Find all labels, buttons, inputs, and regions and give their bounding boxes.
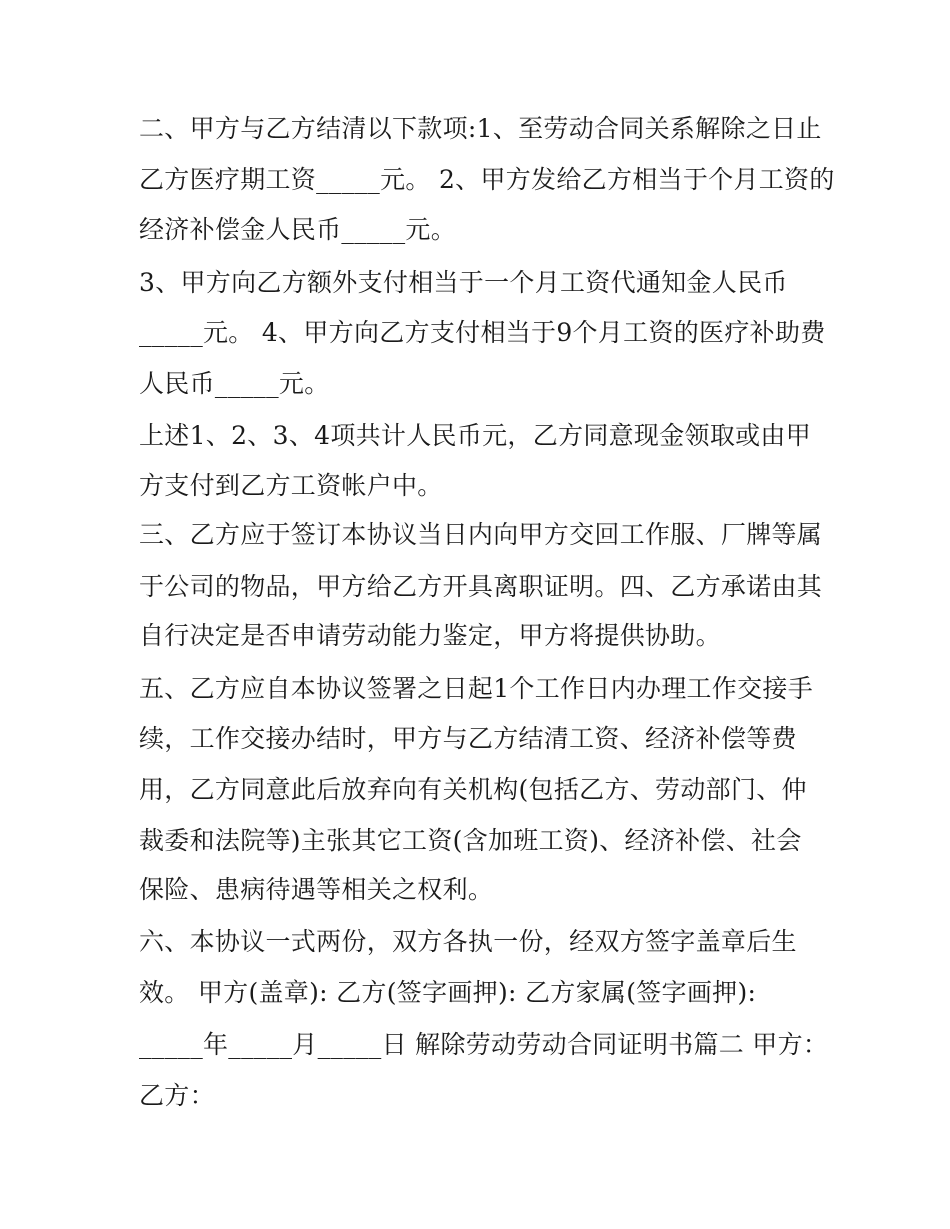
text-line: _____元。 4、甲方向乙方支付相当于9个月工资的医疗补助费 [139, 318, 826, 347]
text-line: 经济补偿金人民币_____元。 [139, 215, 457, 244]
text-line: 于公司的物品，甲方给乙方开具离职证明。四、乙方承诺由其 [139, 572, 823, 601]
text-line: 三、乙方应于签订本协议当日内向甲方交回工作服、厂牌等属 [139, 520, 823, 549]
text-line: 用，乙方同意此后放弃向有关机构(包括乙方、劳动部门、仲 [139, 775, 807, 804]
text-line: 3、甲方向乙方额外支付相当于一个月工资代通知金人民币 [139, 268, 788, 297]
text-line: 效。 甲方(盖章): 乙方(签字画押): 乙方家属(签字画押): [139, 978, 757, 1007]
text-line: 六、本协议一式两份，双方各执一份，经双方签字盖章后生 [139, 927, 797, 956]
text-line: 五、乙方应自本协议签署之日起1个工作日内办理工作交接手 [139, 674, 814, 703]
text-line: 续，工作交接办结时，甲方与乙方结清工资、经济补偿等费 [139, 724, 797, 753]
text-line: 二、甲方与乙方结清以下款项:1、至劳动合同关系解除之日止 [139, 114, 822, 143]
text-line: 方支付到乙方工资帐户中。 [139, 471, 443, 500]
text-line: _____年_____月_____日 解除劳动劳动合同证明书篇二 甲方： [139, 1030, 829, 1059]
text-line: 裁委和法院等)主张其它工资(含加班工资)、经济补偿、社会 [139, 826, 802, 855]
text-line: 乙方： [139, 1081, 215, 1110]
text-line: 自行决定是否申请劳动能力鉴定，甲方将提供协助。 [139, 621, 721, 650]
text-line: 乙方医疗期工资_____元。 2、甲方发给乙方相当于个月工资的 [139, 165, 835, 194]
text-line: 保险、患病待遇等相关之权利。 [139, 875, 494, 904]
text-line: 上述1、2、3、4项共计人民币元，乙方同意现金领取或由甲 [139, 421, 812, 450]
text-line: 人民币_____元。 [139, 369, 330, 398]
